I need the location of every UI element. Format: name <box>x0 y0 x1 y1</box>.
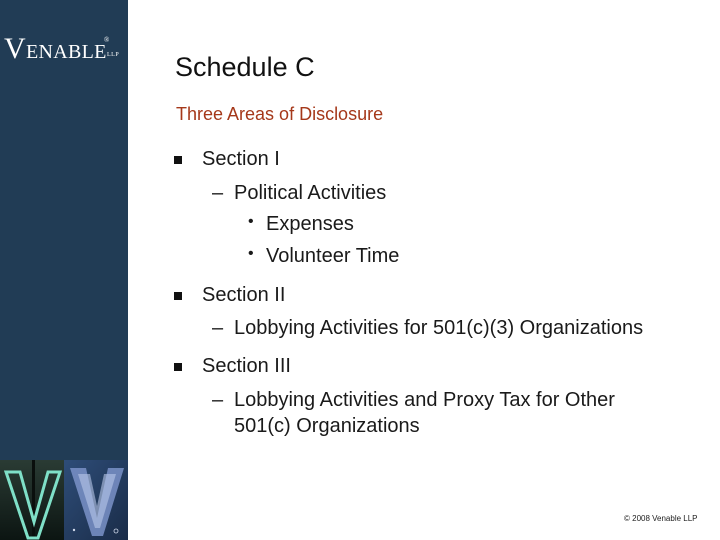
sub-item: Political Activities <box>234 182 387 204</box>
venable-v-artwork <box>0 460 128 540</box>
sub-item: Lobbying Activities for 501(c)(3) Organizations <box>234 317 644 339</box>
slide-subtitle: Three Areas of Disclosure <box>176 104 384 124</box>
detail-item: Expenses <box>266 213 354 235</box>
slide-title: Schedule C <box>175 52 315 82</box>
copyright-footer: © 2008 Venable LLP <box>624 514 698 523</box>
section-label: Section III <box>202 355 291 377</box>
section-label: Section I <box>202 148 280 170</box>
round-bullet-icon: • <box>248 213 254 230</box>
logo-llp: LLP <box>107 52 120 58</box>
sidebar-panel <box>0 0 128 540</box>
square-bullet-icon <box>174 292 182 300</box>
sub-item-line: Lobbying Activities and Proxy Tax for Other <box>234 389 615 411</box>
square-bullet-icon <box>174 156 182 164</box>
round-bullet-icon: • <box>248 245 254 262</box>
detail-item: Volunteer Time <box>266 245 400 267</box>
logo-wordmark: VENABLE <box>4 32 107 65</box>
section-label: Section II <box>202 284 286 306</box>
dash-marker: – <box>212 182 224 204</box>
sub-item-line: 501(c) Organizations <box>234 415 420 437</box>
venable-logo <box>4 30 128 70</box>
dash-marker: – <box>212 317 224 339</box>
dash-marker: – <box>212 389 224 411</box>
square-bullet-icon <box>174 363 182 371</box>
logo-registered-mark: ® <box>104 36 110 44</box>
